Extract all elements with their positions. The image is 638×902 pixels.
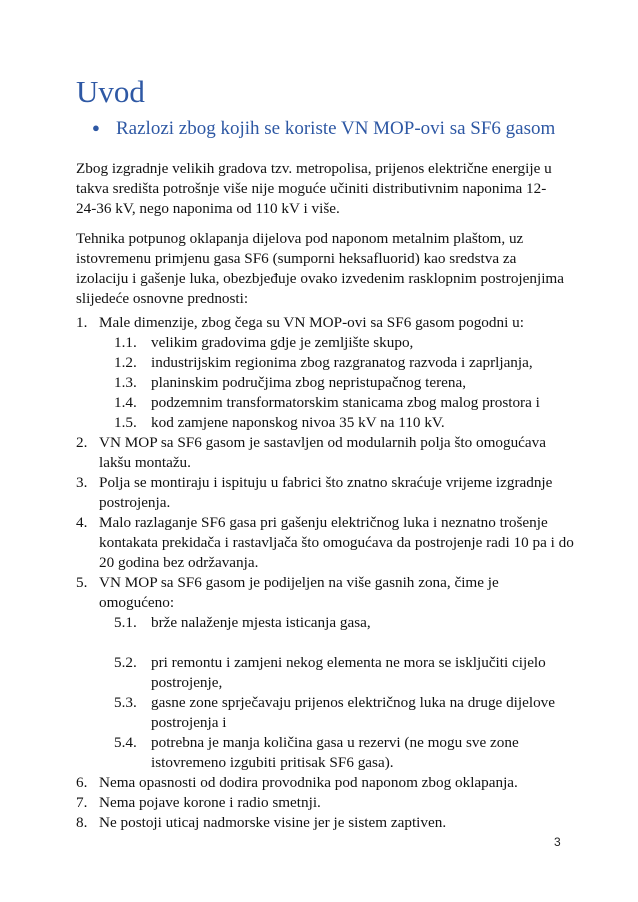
list-item xyxy=(76,573,576,613)
sub-item-number: 1.4. xyxy=(114,394,137,411)
list-item-text: Polja se montiraju i ispituju u fabrici što znatno skraćuje vrijeme izgradnje postrojenja. xyxy=(99,474,553,511)
list-item-number: 3. xyxy=(76,474,88,491)
list-item-text: Male dimenzije, zbog čega su VN MOP-ovi sa SF6 gasom pogodni u: xyxy=(99,314,524,331)
list-item xyxy=(76,813,576,833)
sub-list-item xyxy=(114,413,576,433)
sub-item-text: brže nalaženje mjesta isticanja gasa, xyxy=(151,614,371,631)
sub-item-text: planinskim područjima zbog nepristupačnog terena, xyxy=(151,374,467,391)
list-item-number: 4. xyxy=(76,514,88,531)
subtitle-text: Razlozi zbog kojih se koriste VN MOP-ovi sa SF6 gasom xyxy=(116,118,556,139)
sub-item-number: 1.5. xyxy=(114,414,137,431)
list-item xyxy=(76,513,576,573)
sub-list-item xyxy=(114,613,576,633)
list-item-number: 5. xyxy=(76,574,88,591)
sub-list-item xyxy=(114,653,576,693)
sub-item-text: industrijskim regionima zbog razgranatog razvoda i zaprljanja, xyxy=(151,354,533,371)
sub-item-text: velikim gradovima gdje je zemljište skupo, xyxy=(151,334,414,351)
sub-list-item xyxy=(114,353,576,373)
blank-line xyxy=(76,633,576,653)
sub-list-item xyxy=(114,733,576,773)
list-item xyxy=(76,433,576,473)
section-heading: Uvod xyxy=(76,74,145,109)
paragraph-2: Tehnika potpunog oklapanja dijelova pod naponom metalnim plaštom, uz istovremenu primjenu gasa SF6 (sumporni heksafluorid) kao sredstva za izolaciju i gašenje luka, obezbjeđuje ovako izvedenim rasklopnim postrojenjima slijedeće osnovne prednosti: xyxy=(76,230,564,307)
paragraph-1: Zbog izgradnje velikih gradova tzv. metropolisa, prijenos električne energije u takva središta potrošnje više nije moguće učiniti distributivnim naponima 12-24-36 kV, nego naponima od 110 kV i više. xyxy=(76,160,552,217)
sub-item-number: 5.1. xyxy=(114,614,137,631)
list-item xyxy=(76,793,576,813)
bullet-icon: ● xyxy=(92,120,100,135)
list-item-text: Nema pojave korone i radio smetnji. xyxy=(99,794,321,811)
list-item xyxy=(76,473,576,513)
sub-item-text: potrebna je manja količina gasa u rezervi (ne mogu sve zone istovremeno izgubiti pritisak SF6 gasa). xyxy=(151,734,519,771)
sub-list-item xyxy=(114,693,576,733)
sub-item-number: 5.4. xyxy=(114,734,137,751)
sub-item-number: 5.3. xyxy=(114,694,137,711)
sub-list-item xyxy=(114,393,576,413)
list-item-number: 1. xyxy=(76,314,88,331)
sub-item-number: 1.1. xyxy=(114,334,137,351)
sub-list-item xyxy=(114,333,576,353)
list-item-text: VN MOP sa SF6 gasom je sastavljen od modularnih polja što omogućava lakšu montažu. xyxy=(99,434,546,471)
subtitle-bullet-line xyxy=(92,118,555,140)
list-item xyxy=(76,313,576,333)
list-item xyxy=(76,773,576,793)
list-item-number: 7. xyxy=(76,794,88,811)
sub-item-number: 1.3. xyxy=(114,374,137,391)
sub-list-item xyxy=(114,373,576,393)
sub-item-number: 1.2. xyxy=(114,354,137,371)
list-item-text: VN MOP sa SF6 gasom je podijeljen na više gasnih zona, čime je omogućeno: xyxy=(99,574,499,611)
list-item-number: 8. xyxy=(76,814,88,831)
list-item-text: Ne postoji uticaj nadmorske visine jer je sistem zaptiven. xyxy=(99,814,447,831)
page-number: 3 xyxy=(554,835,561,849)
list-item-text: Malo razlaganje SF6 gasa pri gašenju električnog luka i neznatno trošenje kontakata prekidača i rastavljača što omogućava da postrojenje radi 10 pa i do 20 godina bez održavanja. xyxy=(99,514,574,571)
advantages-list xyxy=(76,313,576,833)
list-item-number: 6. xyxy=(76,774,88,791)
sub-item-text: podzemnim transformatorskim stanicama zbog malog prostora i xyxy=(151,394,540,411)
sub-item-text: pri remontu i zamjeni nekog elementa ne mora se isključiti cijelo postrojenje, xyxy=(151,654,546,691)
sub-item-text: gasne zone sprječavaju prijenos električnog luka na druge dijelove postrojenja i xyxy=(151,694,556,731)
sub-item-text: kod zamjene naponskog nivoa 35 kV na 110 kV. xyxy=(151,414,445,431)
list-item-number: 2. xyxy=(76,434,88,451)
sub-item-number: 5.2. xyxy=(114,654,137,671)
list-item-text: Nema opasnosti od dodira provodnika pod naponom zbog oklapanja. xyxy=(99,774,518,791)
